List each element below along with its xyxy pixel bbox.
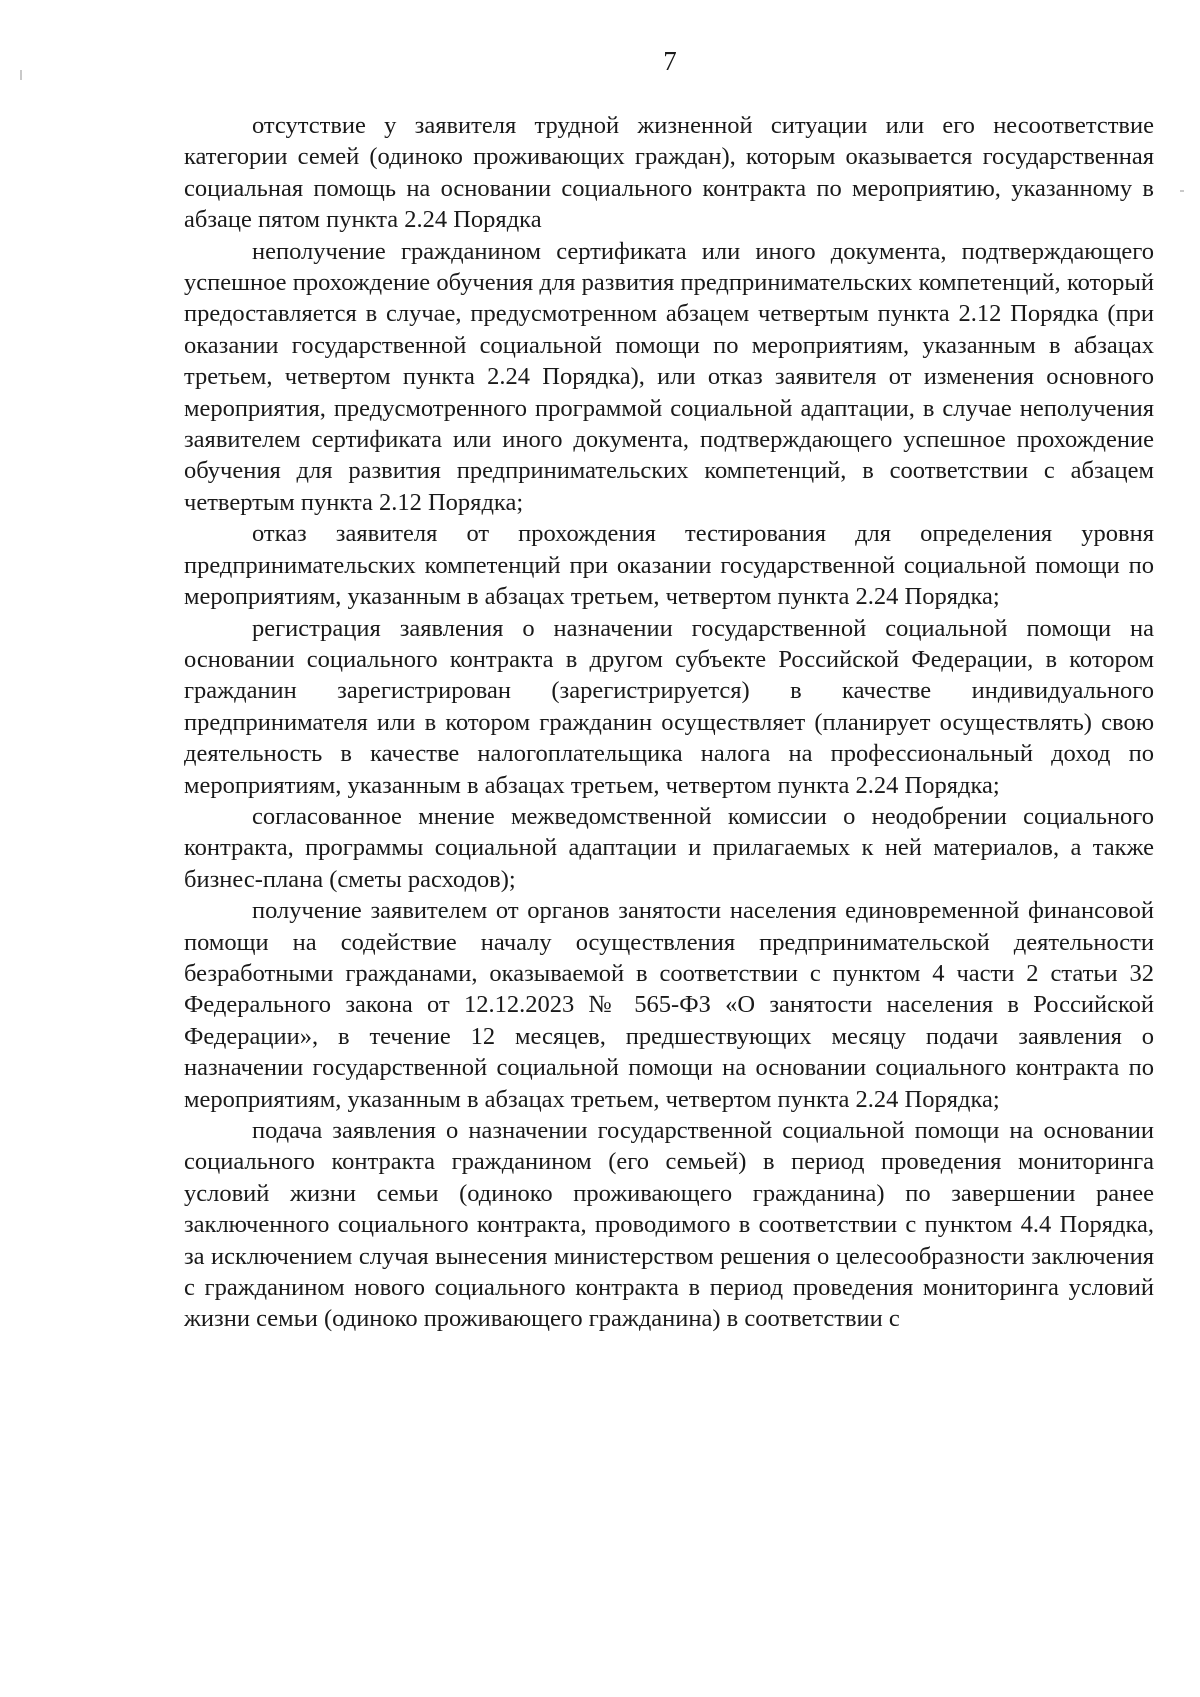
- paragraph-other-region-registration: регистрация заявления о назначении государственной социальной помощи на основании социального контракта в другом субъекте Российской Федерации, в котором гражданин зарегистрирован (зарегистрируется) в качестве индивидуального предпринимателя или в котором гражданин осуществляет (планирует осуществлять) свою деятельность в качестве налогоплательщика налога на профессиональный доход по мероприятиям, указанным в абзацах третьем, четвертом пункта 2.24 Порядка;: [184, 614, 1154, 799]
- scan-artifact-left-edge: [20, 70, 22, 80]
- paragraph-refusal-testing: отказ заявителя от прохождения тестирования для определения уровня предпринимательских компетенций при оказании государственной социальной помощи по мероприятиям, указанным в абзацах третьем, четвертом пункта 2.24 Порядка;: [184, 520, 1154, 611]
- page-number: 7: [663, 46, 677, 76]
- paragraph-monitoring-period-application: подача заявления о назначении государственной социальной помощи на основании социального контракта гражданином (его семьей) в период проведения мониторинга условий жизни семьи (одиноко проживающего гражданина) по завершении ранее заключенного социального контракта, проводимого в соответствии с пунктом 4.4 Порядка, за исключением случая вынесения министерством решения о целесообразности заключения с гражданином нового социального контракта в период проведения мониторинга условий жизни семьи (одиноко проживающего гражданина) в соответствии с: [184, 1117, 1154, 1333]
- paragraph-applicant-no-hardship: отсутствие у заявителя трудной жизненной ситуации или его несоответствие категории семей (одиноко проживающих граждан), которым оказывается государственная социальная помощь на основании социального контракта по мероприятию, указанному в абзаце пятом пункта 2.24 Порядка: [184, 112, 1154, 234]
- paragraph-commission-disapproval: согласованное мнение межведомственной комиссии о неодобрении социального контракта, программы социальной адаптации и прилагаемых к ней материалов, а также бизнес-плана (сметы расходов);: [184, 802, 1154, 893]
- paragraph-no-certificate: неполучение гражданином сертификата или иного документа, подтверждающего успешное прохождение обучения для развития предпринимательских компетенций, который предоставляется в случае, предусмотренном абзацем четвертым пункта 2.12 Порядка (при оказании государственной социальной помощи по мероприятиям, указанным в абзацах третьем, четвертом пункта 2.24 Порядка), или отказ заявителя от изменения основного мероприятия, предусмотренного программой социальной адаптации, в случае неполучения заявителем сертификата или иного документа, подтверждающего успешное прохождение обучения для развития предпринимательских компетенций, в соответствии с абзацем четвертым пункта 2.12 Порядка;: [184, 237, 1154, 516]
- paragraph-employment-aid-received: получение заявителем от органов занятости населения единовременной финансовой помощи на содействие началу осуществления предпринимательской деятельности безработными гражданами, оказываемой в соответствии с пунктом 4 части 2 статьи 32 Федерального закона от 12.12.2023 № 565-ФЗ «О занятости населения в Российской Федерации», в течение 12 месяцев, предшествующих месяцу подачи заявления о назначении государственной социальной помощи на основании социального контракта по мероприятиям, указанным в абзацах третьем, четвертом пункта 2.24 Порядка;: [184, 897, 1154, 1113]
- document-body: [184, 110, 1154, 1335]
- scan-artifact-right-edge: [1180, 190, 1184, 192]
